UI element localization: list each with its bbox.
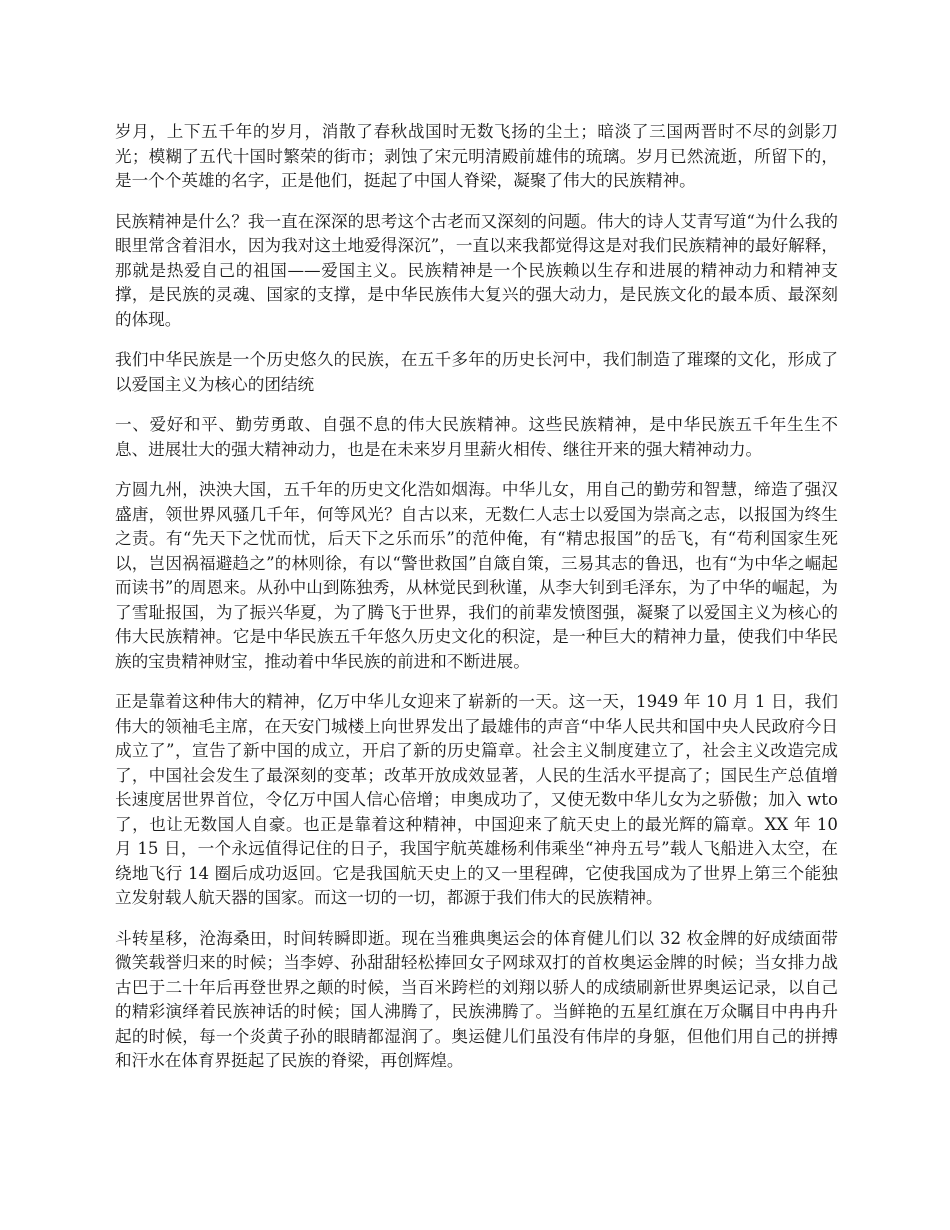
document-body	[115, 120, 838, 1090]
paragraph-6: 正是靠着这种伟大的精神，亿万中华儿女迎来了崭新的一天。这一天，1949 年 10 月 1 日，我们伟大的领袖毛主席，在天安门城楼上向世界发出了最雄伟的声音“中华人民共和国中央人民政府今日成立了”，宣告了新中国的成立，开启了新的历史篇章。社会主义制度建立了，社会主义改造完成了，中国社会发生了最深刻的变革；改革开放成效显著，人民的生活水平提高了；国民生产总值增长速度居世界首位，令亿万中国人信心倍增；申奥成功了，又使无数中华儿女为之骄傲；加入 wto 了，也让无数国人自豪。也正是靠着这种精神，中国迎来了航天史上的最光辉的篇章。XX 年 10 月 15 日，一个永远值得记住的日子，我国宇航英雄杨利伟乘坐“神舟五号”载人飞船进入太空，在绕地飞行 14 圈后成功返回。它是我国航天史上的又一里程碑，它使我国成为了世界上第三个能独立发射载人航天器的国家。而这一切的一切，都源于我们伟大的民族精神。	[115, 692, 838, 907]
paragraph-5: 方圆九州，泱泱大国，五千年的历史文化浩如烟海。中华儿女，用自己的勤劳和智慧，缔造了强汉盛唐，领世界风骚几千年，何等风光？自古以来，无数仁人志士以爱国为崇高之志，以报国为终生之责。有“先天下之忧而忧，后天下之乐而乐”的范仲俺，有“精忠报国”的岳飞，有“苟利国家生死以，岂因祸福避趋之”的林则徐，有以“警世救国”自箴自策，三易其志的鲁迅，也有“为中华之崛起而读书”的周恩来。从孙中山到陈独秀，从林觉民到秋谨，从李大钊到毛泽东，为了中华的崛起，为了雪耻报国，为了振兴华夏，为了腾飞于世界，我们的前辈发愤图强，凝聚了以爱国主义为核心的伟大民族精神。它是中华民族五千年悠久历史文化的积淀，是一种巨大的精神力量，使我们中华民族的宝贵精神财宝，推动着中华民族的前进和不断进展。	[115, 480, 838, 671]
paragraph-4: 一、爱好和平、勤劳勇敢、自强不息的伟大民族精神。这些民族精神，是中华民族五千年生生不息、进展壮大的强大精神动力，也是在未来岁月里薪火相传、继往开来的强大精神动力。	[115, 415, 838, 459]
paragraph-1: 岁月，上下五千年的岁月，消散了春秋战国时无数飞扬的尘土；暗淡了三国两晋时不尽的剑影刀光；模糊了五代十国时繁荣的街市；剥蚀了宋元明清殿前雄伟的琉璃。岁月已然流逝，所留下的，是一个个英雄的名字，正是他们，挺起了中国人脊梁，凝聚了伟大的民族精神。	[115, 122, 838, 190]
paragraph-7: 斗转星移，沧海桑田，时间转瞬即逝。现在当雅典奥运会的体育健儿们以 32 枚金牌的好成绩面带微笑载誉归来的时候；当李婷、孙甜甜轻松捧回女子网球双打的首枚奥运金牌的时候；当女排力战古巴于二十年后再登世界之颠的时候，当百米跨栏的刘翔以骄人的成绩刷新世界奥运记录，以自己的精彩演绎着民族神话的时候；国人沸腾了，民族沸腾了。当鲜艳的五星红旗在万众瞩目中冉冉升起的时候，每一个炎黄子孙的眼睛都湿润了。奥运健儿们虽没有伟岸的身躯，但他们用自己的拼搏和汗水在体育界挺起了民族的脊梁，再创辉煌。	[115, 928, 838, 1070]
paragraph-3: 我们中华民族是一个历史悠久的民族，在五千多年的历史长河中，我们制造了璀璨的文化，形成了以爱国主义为核心的团结统	[115, 350, 838, 394]
paragraph-2: 民族精神是什么？我一直在深深的思考这个古老而又深刻的问题。伟大的诗人艾青写道“为什么我的眼里常含着泪水，因为我对这土地爱得深沉”，一直以来我都觉得这是对我们民族精神的最好解释，那就是热爱自己的祖国——爱国主义。民族精神是一个民族赖以生存和进展的精神动力和精神支撑，是民族的灵魂、国家的支撑，是中华民族伟大复兴的强大动力，是民族文化的最本质、最深刻的体现。	[115, 211, 838, 329]
